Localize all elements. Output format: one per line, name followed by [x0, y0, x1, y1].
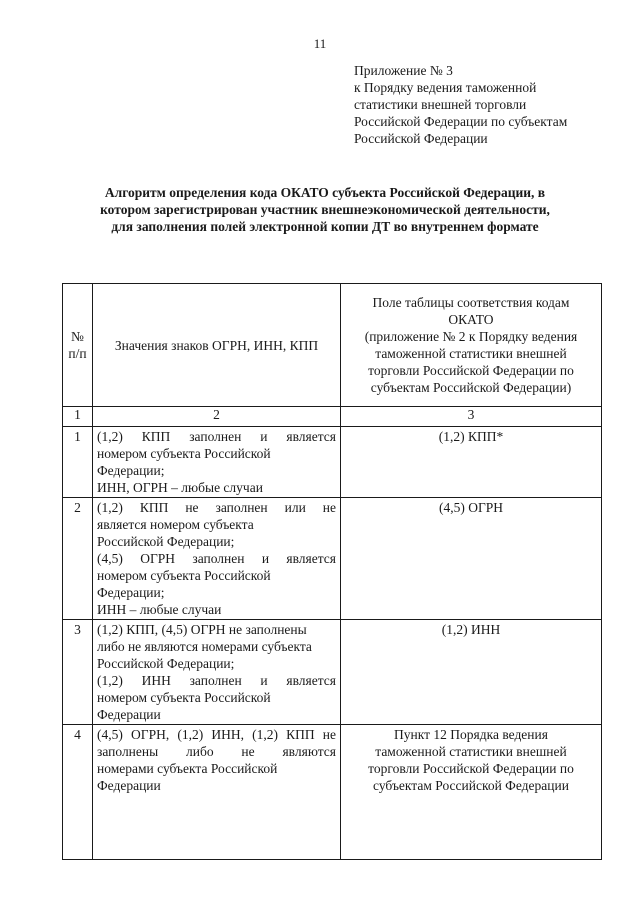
- header-field: [341, 284, 602, 407]
- header-number: [63, 284, 93, 407]
- header-number-line: №: [71, 329, 84, 345]
- table-row: [63, 620, 602, 725]
- condition-line: ИНН – любые случаи: [97, 602, 222, 618]
- condition-line: Федерации: [97, 778, 161, 794]
- condition-line: ИНН, ОГРН – любые случаи: [97, 480, 263, 496]
- condition-line: номерами субъекта Российской: [97, 761, 278, 777]
- appendix-line: к Порядку ведения таможенной: [354, 80, 537, 95]
- condition-line: либо не являются номерами субъекта: [97, 639, 312, 655]
- header-field-line: таможенной статистики внешней: [375, 346, 567, 362]
- appendix-line: статистики внешней торговли: [354, 97, 527, 112]
- field-line: (1,2) КПП*: [438, 429, 504, 445]
- table-row: [63, 498, 602, 620]
- condition-line: является номером субъекта: [97, 517, 254, 533]
- header-field-line: Поле таблицы соответствия кодам: [372, 295, 570, 311]
- field-line: Пункт 12 Порядка ведения: [394, 727, 548, 743]
- row-number: 3: [63, 620, 93, 725]
- condition-line: Российской Федерации;: [97, 534, 235, 550]
- condition-line: (4,5) ОГРН заполнен и является: [97, 551, 336, 567]
- row-number: 2: [63, 498, 93, 620]
- table-row: [63, 725, 602, 860]
- row-okato-field: [341, 725, 602, 860]
- condition-line: (1,2) КПП, (4,5) ОГРН не заполнены: [97, 622, 307, 638]
- appendix-line: Российской Федерации по субъектам: [354, 114, 568, 129]
- column-number: 3: [341, 407, 602, 427]
- header-field-line: субъектам Российской Федерации): [370, 380, 572, 396]
- field-line: (1,2) ИНН: [441, 622, 501, 638]
- header-field-line: ОКАТО: [448, 312, 494, 328]
- table-body: [63, 427, 602, 860]
- condition-line: номером субъекта Российской: [97, 690, 271, 706]
- row-number: 1: [63, 427, 93, 498]
- header-values: Значения знаков ОГРН, ИНН, КПП: [93, 284, 341, 407]
- condition-line: (1,2) КПП заполнен и является: [97, 429, 336, 445]
- document-title: [60, 184, 590, 235]
- condition-line: номером субъекта Российской: [97, 446, 271, 462]
- appendix-reference: [354, 62, 624, 147]
- column-numbers-row: [63, 407, 602, 427]
- row-okato-field: [341, 498, 602, 620]
- title-line: Алгоритм определения кода ОКАТО субъекта Российской Федерации, в: [104, 185, 546, 200]
- column-number: 2: [93, 407, 341, 427]
- condition-line: Федерации: [97, 707, 161, 723]
- header-number-line: п/п: [68, 346, 87, 362]
- row-conditions: [93, 427, 341, 498]
- header-row: [63, 284, 602, 407]
- row-okato-field: [341, 427, 602, 498]
- okato-algorithm-table: [62, 283, 602, 860]
- condition-line: Российской Федерации;: [97, 656, 235, 672]
- title-line: для заполнения полей электронной копии ДТ во внутреннем формате: [111, 219, 539, 234]
- row-conditions: [93, 620, 341, 725]
- row-conditions: [93, 498, 341, 620]
- title-line: котором зарегистрирован участник внешнеэкономической деятельности,: [100, 202, 550, 217]
- condition-line: (1,2) КПП не заполнен или не: [97, 500, 336, 516]
- row-number: 4: [63, 725, 93, 860]
- page-number: 11: [313, 36, 327, 51]
- row-conditions: [93, 725, 341, 860]
- field-line: субъектам Российской Федерации: [373, 778, 569, 794]
- field-line: таможенной статистики внешней: [375, 744, 567, 760]
- condition-line: заполнены либо не являются: [97, 744, 336, 760]
- column-number: 1: [63, 407, 93, 427]
- appendix-line: Приложение № 3: [354, 63, 453, 78]
- row-okato-field: [341, 620, 602, 725]
- table-row: [63, 427, 602, 498]
- header-field-line: торговли Российской Федерации по: [368, 363, 574, 379]
- condition-line: (1,2) ИНН заполнен и является: [97, 673, 336, 689]
- header-field-line: (приложение № 2 к Порядку ведения: [364, 329, 578, 345]
- appendix-line: Российской Федерации: [354, 131, 488, 146]
- field-line: (4,5) ОГРН: [438, 500, 504, 516]
- condition-line: Федерации;: [97, 585, 165, 601]
- condition-line: (4,5) ОГРН, (1,2) ИНН, (1,2) КПП не: [97, 727, 336, 743]
- condition-line: Федерации;: [97, 463, 165, 479]
- field-line: торговли Российской Федерации по: [368, 761, 574, 777]
- condition-line: номером субъекта Российской: [97, 568, 271, 584]
